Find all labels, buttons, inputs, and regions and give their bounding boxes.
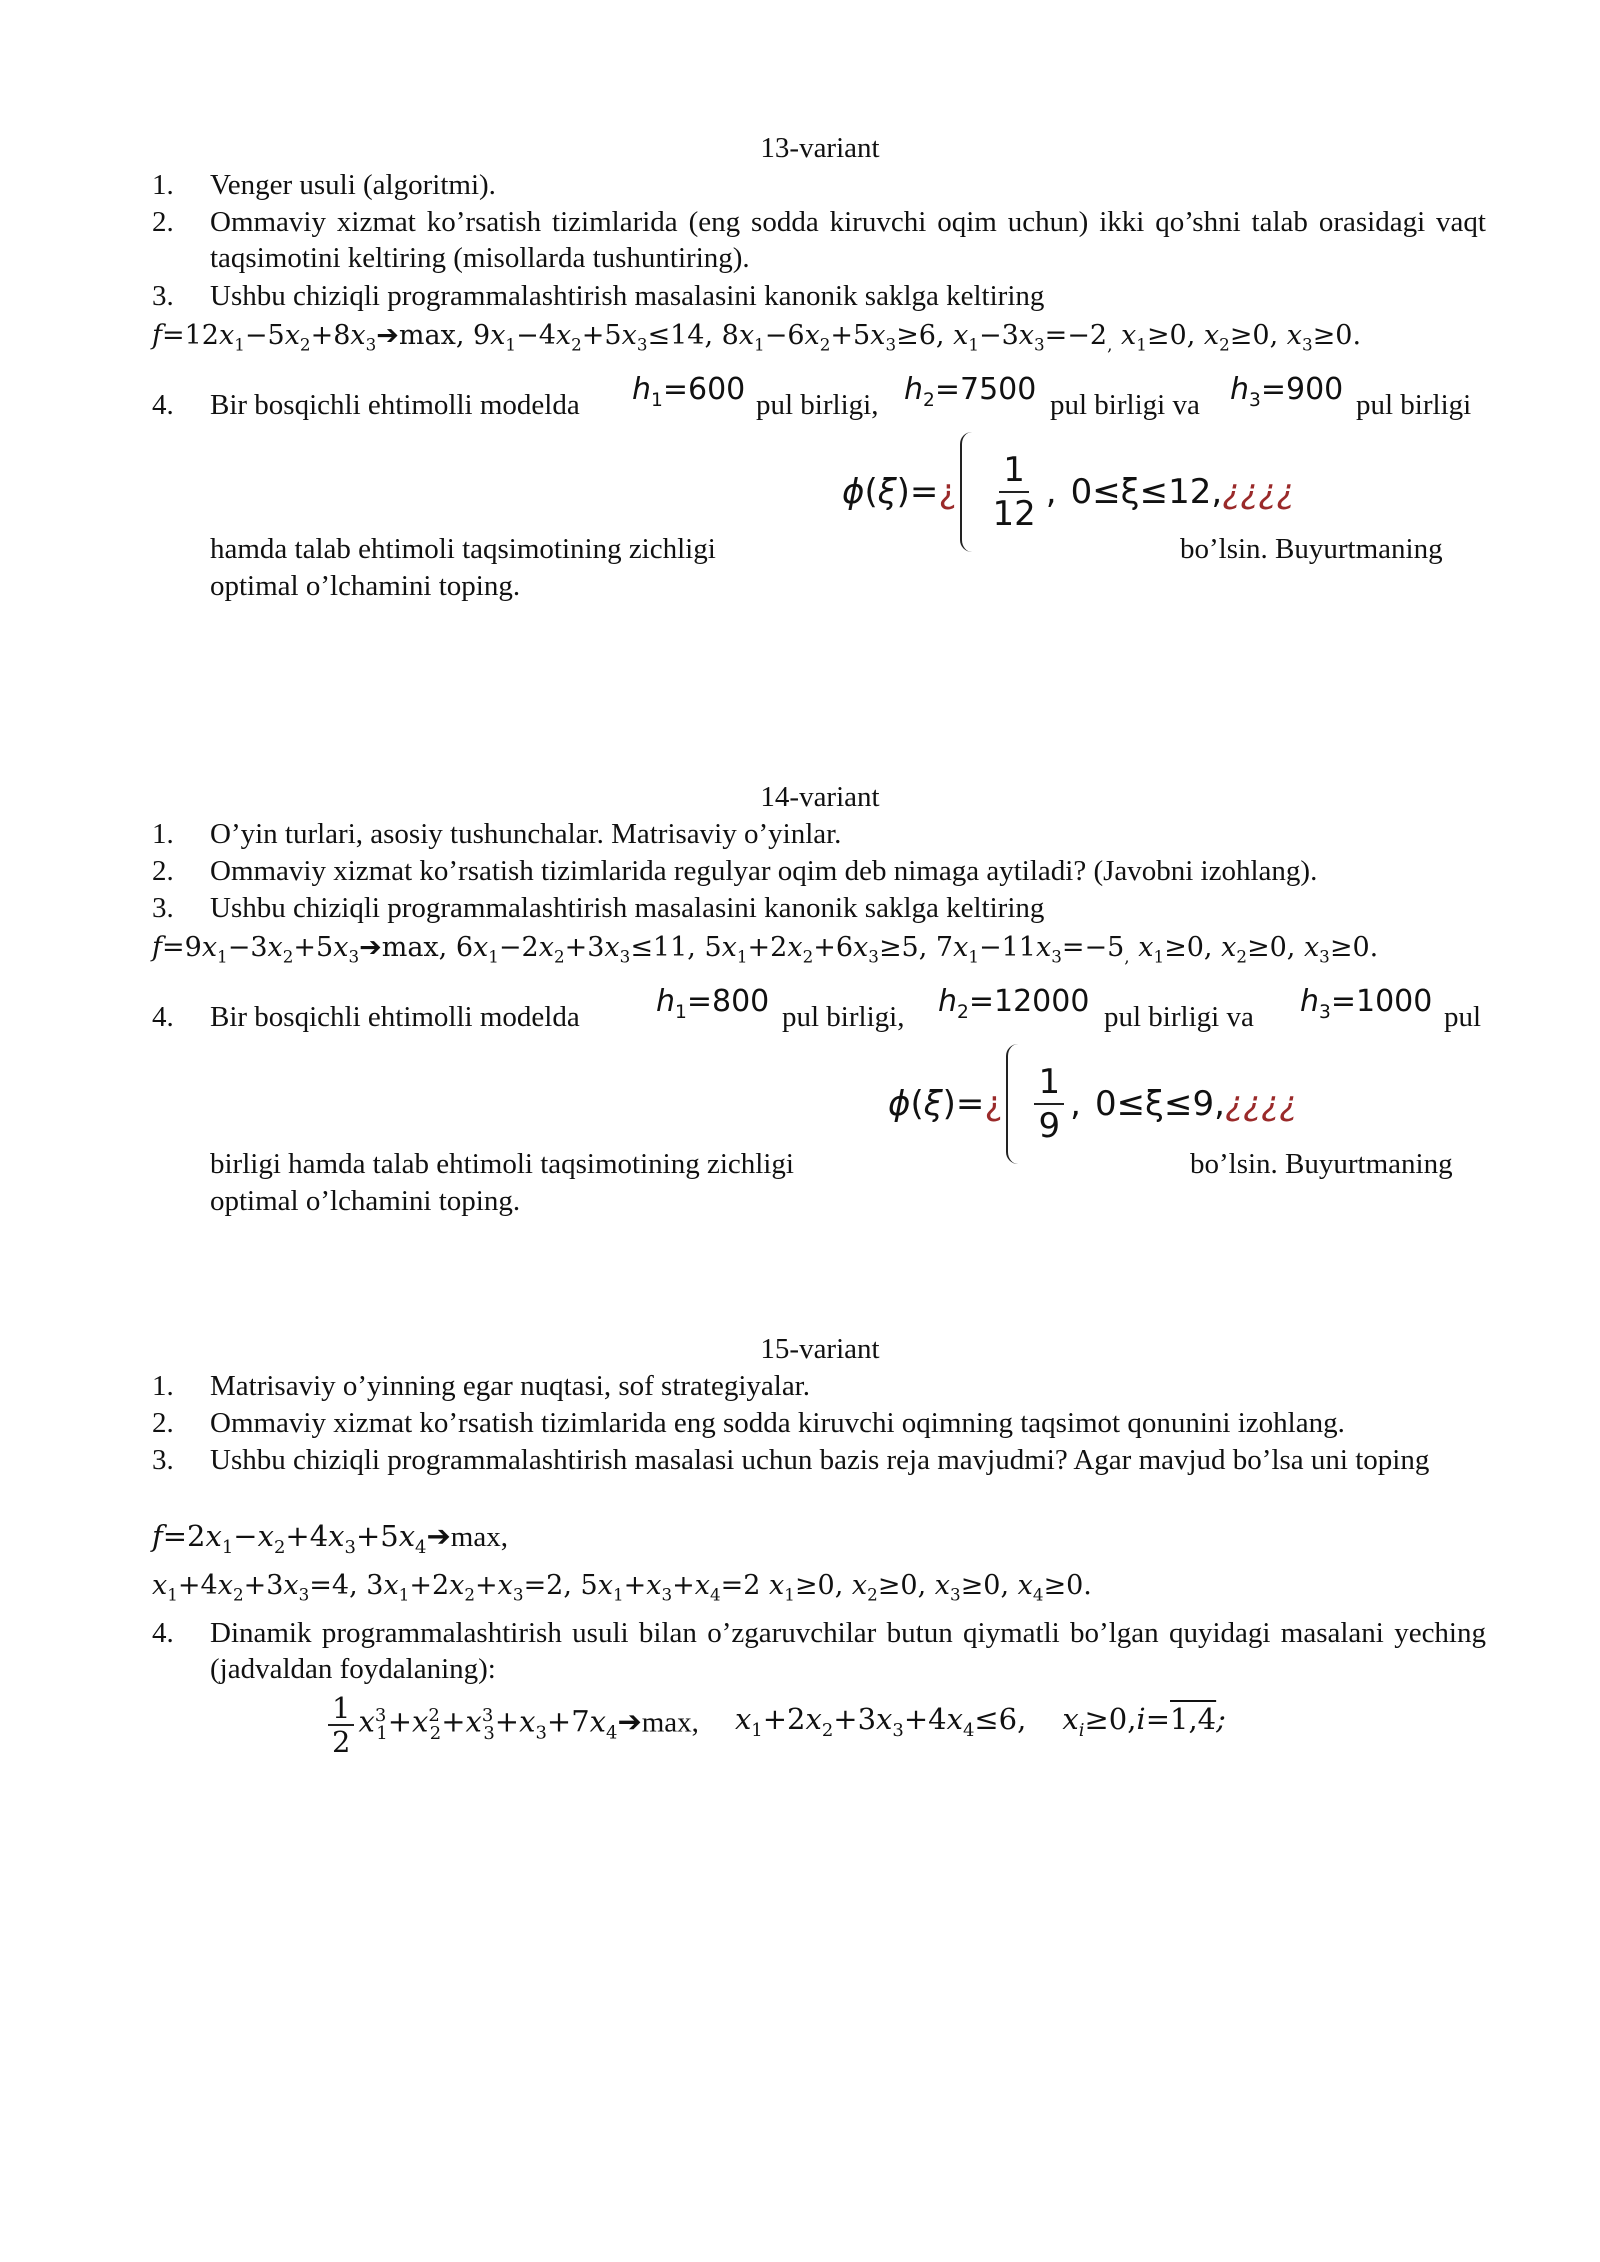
- v13-q4-text-b: hamda talab ehtimoli taqsimotining zichligi: [210, 533, 716, 565]
- v13-q3-text: Ushbu chiziqli programmalashtirish masalasini kanonik saklga keltiring: [210, 280, 1045, 312]
- v14-q4-text-a: Bir bosqichli ehtimolli modelda: [210, 1001, 580, 1033]
- v15-q3-number: 3.: [152, 1444, 174, 1476]
- v13-garbled-symbol: ¿: [938, 472, 957, 512]
- v13-question-1: [152, 167, 1486, 203]
- v13-density-range: 0≤ξ≤12,: [1070, 472, 1223, 512]
- v15-q1-text: Matrisaviy o’yinning egar nuqtasi, sof strategiyalar.: [210, 1370, 810, 1402]
- v15-q2-number: 2.: [152, 1407, 174, 1439]
- v13-q4-text-c: bo’lsin. Buyurtmaning: [1180, 533, 1443, 565]
- v14-q2-number: 2.: [152, 855, 174, 887]
- v14-unit-2: pul birligi va: [1104, 1001, 1254, 1033]
- v14-q4-text-c: bo’lsin. Buyurtmaning: [1190, 1148, 1453, 1180]
- v14-density-range: 0≤ξ≤9,: [1094, 1084, 1225, 1124]
- v14-unit-3: pul: [1444, 1001, 1482, 1033]
- v13-lp-formula: $f=12x_1-5x_2+8x_3➔\max$, $9x_1-4x_2+5x_3\le 14$, $8x_1-6x_2+5x_3\ge 6$, $x_1-3x_3=-2_,$ $x_1\ge 0$, $x_2\ge 0$, $x_3\ge 0$.: [152, 320, 1362, 355]
- v15-constraints-formula: $x_1+4x_2+3x_3=4$, $3x_1+2x_2+x_3=2$, $5x_1+x_3+x_4=2$ $x_1\ge 0$, $x_2\ge 0$, $x_3\ge 0$, $x_4\ge 0$.: [152, 1570, 1092, 1605]
- v13-unit-3: pul birligi: [1356, 389, 1472, 421]
- v13-q2-number: 2.: [152, 206, 174, 238]
- v13-h3-value: $h_3=900$: [1230, 372, 1344, 411]
- v15-q3-text: Ushbu chiziqli programmalashtirish masalasi uchun bazis reja mavjudmi? Agar mavjud bo’lsa uni toping: [210, 1444, 1430, 1476]
- v14-question-2: [152, 853, 1486, 889]
- v14-h2-value: $h_2=12000$: [938, 984, 1090, 1023]
- v15-objective-formula: $f=2x_1-x_2+4x_3+5x_4➔\max$,: [152, 1519, 508, 1558]
- variant-15-title: 15-variant: [760, 1333, 880, 1365]
- v15-q4-text: Dinamik programmalashtirish usuli bilan o’zgaruvchilar butun qiymatli bo’lgan quyidagi masalani yeching (jadvaldan foydalaning):: [210, 1617, 1486, 1685]
- v14-q3-text: Ushbu chiziqli programmalashtirish masalasini kanonik saklga keltiring: [210, 892, 1045, 924]
- v14-unit-1: pul birligi,: [782, 1001, 905, 1033]
- v13-brace: [960, 432, 972, 552]
- v15-dp-formula: $\frac{1}{2}$ $x^3_1+x^2_2+x^3_3+x_3+7x_4➔\max$, $x_1+2x_2+3x_3+4x_4\le 6$, $x_i\ge 0,i=1,4$;: [322, 1690, 1226, 1760]
- v13-h2-value: $h_2=7500$: [904, 372, 1037, 411]
- v14-q1-text: O’yin turlari, asosiy tushunchalar. Matrisaviy o’yinlar.: [210, 818, 842, 850]
- v14-q1-number: 1.: [152, 818, 174, 850]
- v14-brace: [1006, 1044, 1018, 1164]
- v13-q2-text: Ommaviy xizmat ko’rsatish tizimlarida (eng sodda kiruvchi oqim uchun) ikki qo’shni talab orasidagi vaqt taqsimotini keltiring (misollarda tushuntiring).: [210, 206, 1486, 274]
- v13-density-formula: ϕ ( ξ )= ¿ $\frac{1}{12}$ , 0≤ξ≤12, ¿¿¿¿: [842, 430, 1294, 554]
- v13-density-denominator: 12: [992, 494, 1036, 534]
- v13-q4-text-a: Bir bosqichli ehtimolli modelda: [210, 389, 580, 421]
- v14-q2-text: Ommaviy xizmat ko’rsatish tizimlarida regulyar oqim deb nimaga aytiladi? (Javobni izohlang).: [210, 855, 1318, 887]
- v13-max-word: max,: [398, 320, 465, 351]
- v14-max-word: max,: [381, 932, 448, 963]
- v14-density-formula: ϕ ( ξ )= ¿ $\frac{1}{9}$ , 0≤ξ≤9, ¿¿¿¿: [888, 1042, 1297, 1166]
- v13-q4-number: 4.: [152, 389, 174, 421]
- v14-q4-text-b: birligi hamda talab ehtimoli taqsimotining zichligi: [210, 1148, 794, 1180]
- v13-q1-text: Venger usuli (algoritmi).: [210, 169, 496, 201]
- v15-q2-text: Ommaviy xizmat ko’rsatish tizimlarida eng sodda kiruvchi oqimning taqsimot qonunini izohlang.: [210, 1407, 1345, 1439]
- v13-unit-2: pul birligi va: [1050, 389, 1200, 421]
- v14-q4-number: 4.: [152, 1001, 174, 1033]
- v14-question-1: [152, 816, 1486, 852]
- v14-q4-text-d: optimal o’lchamini toping.: [210, 1185, 521, 1217]
- v13-q4-text-d: optimal o’lchamini toping.: [210, 570, 521, 602]
- v13-question-2: [152, 204, 1486, 276]
- v13-h1-value: $h_1=600$: [632, 372, 746, 411]
- v14-h3-value: $h_3=1000$: [1300, 984, 1433, 1023]
- v14-question-3: [152, 890, 1486, 926]
- v13-garbled-tail: ¿¿¿¿: [1222, 472, 1295, 512]
- variant-13-title: 13-variant: [760, 132, 880, 164]
- v15-question-1: [152, 1368, 1486, 1404]
- v15-q1-number: 1.: [152, 1370, 174, 1402]
- variant-14-title: 14-variant: [760, 781, 880, 813]
- v14-q3-number: 3.: [152, 892, 174, 924]
- v15-q4-number: 4.: [152, 1617, 174, 1649]
- v15-question-4: [152, 1615, 1486, 1687]
- v14-density-denominator: 9: [1038, 1106, 1061, 1146]
- v13-question-3: [152, 278, 1486, 314]
- v14-garbled-symbol: ¿: [984, 1084, 1003, 1124]
- v15-max-word: max,: [450, 1521, 508, 1553]
- v13-q3-number: 3.: [152, 280, 174, 312]
- v13-q1-number: 1.: [152, 169, 174, 201]
- v13-unit-1: pul birligi,: [756, 389, 879, 421]
- v14-h1-value: $h_1=800$: [656, 984, 770, 1023]
- v15-question-3: [152, 1442, 1486, 1478]
- v14-lp-formula: $f=9x_1-3x_2+5x_3➔\max$, $6x_1-2x_2+3x_3\le 11$, $5x_1+2x_2+6x_3\ge 5$, $7x_1-11x_3=-5_,$ $x_1\ge 0$, $x_2\ge 0$, $x_3\ge 0$.: [152, 932, 1379, 967]
- v14-garbled-tail: ¿¿¿¿: [1224, 1084, 1298, 1124]
- v15-question-2: [152, 1405, 1486, 1441]
